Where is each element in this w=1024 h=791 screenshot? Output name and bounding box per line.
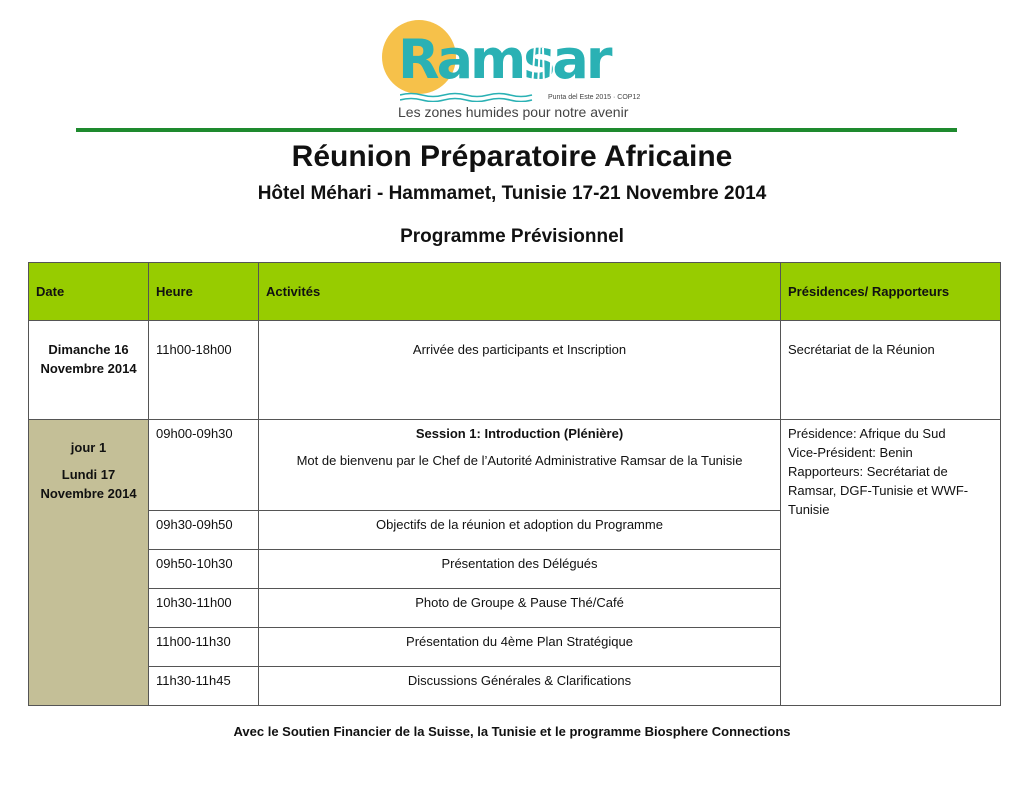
ramsar-logo — [378, 14, 650, 122]
column-header-activities: Activités — [259, 263, 781, 321]
date-cell: Dimanche 16 Novembre 2014 — [29, 321, 149, 420]
activity-cell: Objectifs de la réunion et adoption du Programme — [259, 511, 781, 550]
header-rule — [76, 128, 957, 132]
table-header-row — [29, 263, 1001, 321]
time-cell: 09h50-10h30 — [149, 550, 259, 589]
day-date: Lundi 17 Novembre 2014 — [40, 467, 137, 501]
session-title: Session 1: Introduction (Plénière) — [415, 426, 624, 441]
activity-cell: Présentation des Délégués — [259, 550, 781, 589]
day-cell — [29, 420, 149, 706]
time-cell: 11h30-11h45 — [149, 667, 259, 706]
chair-line: Rapporteurs: Secrétariat de Ramsar, DGF-Tunisie et WWF-Tunisie — [788, 464, 969, 517]
reeds-icon — [528, 36, 556, 88]
activity-cell — [259, 420, 781, 511]
activity-cell: Arrivée des participants et Inscription — [259, 321, 781, 420]
column-header-time: Heure — [149, 263, 259, 321]
logo-place: Punta del Este 2015 · COP12 — [548, 94, 641, 101]
logo-wordmark: Ramsar — [398, 28, 610, 91]
programme-heading: Programme Prévisionnel — [400, 226, 624, 247]
chair-line: Présidence: Afrique du Sud — [788, 426, 946, 441]
time-cell: 10h30-11h00 — [149, 589, 259, 628]
page-subtitle: Hôtel Méhari - Hammamet, Tunisie 17-21 Novembre 2014 — [257, 183, 767, 204]
activity-cell: Photo de Groupe & Pause Thé/Café — [259, 589, 781, 628]
chair-cell — [781, 420, 1001, 706]
time-cell: 09h00-09h30 — [149, 420, 259, 511]
table-row — [29, 420, 1001, 511]
day-label: jour 1 — [70, 440, 107, 455]
table-row — [29, 321, 1001, 420]
chair-cell: Secrétariat de la Réunion — [781, 321, 1001, 420]
page-title: Réunion Préparatoire Africaine — [291, 140, 733, 173]
activity-cell: Discussions Générales & Clarifications — [259, 667, 781, 706]
logo-tagline: Les zones humides pour notre avenir — [398, 104, 629, 120]
activity-cell: Présentation du 4ème Plan Stratégique — [259, 628, 781, 667]
column-header-chairs: Présidences/ Rapporteurs — [781, 263, 1001, 321]
session-activity: Mot de bienvenu par le Chef de l’Autorité Administrative Ramsar de la Tunisie — [296, 453, 743, 468]
time-cell: 11h00-18h00 — [149, 321, 259, 420]
time-cell: 09h30-09h50 — [149, 511, 259, 550]
programme-table — [28, 262, 1001, 706]
time-cell: 11h00-11h30 — [149, 628, 259, 667]
column-header-date: Date — [29, 263, 149, 321]
chair-line: Vice-Président: Benin — [788, 445, 913, 460]
footer-note: Avec le Soutien Financier de la Suisse, la Tunisie et le programme Biosphere Connections — [233, 724, 791, 739]
